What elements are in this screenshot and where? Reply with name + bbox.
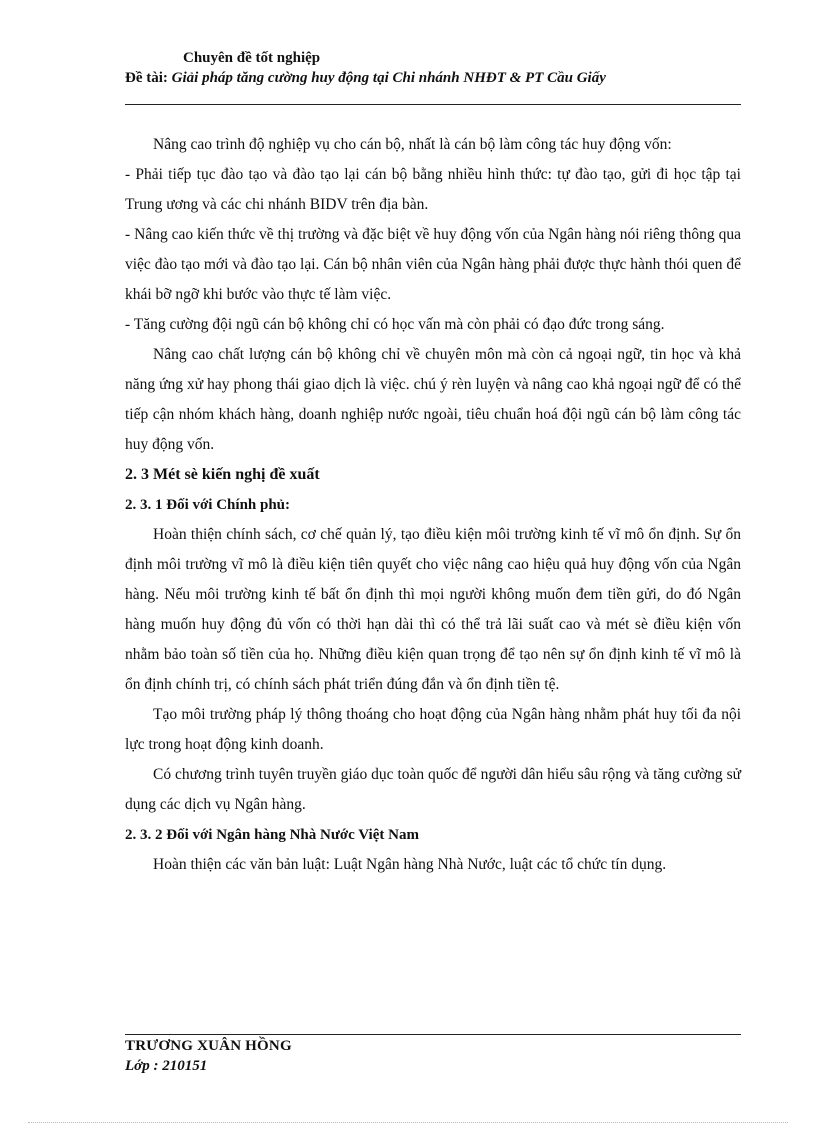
paragraph: Hoàn thiện chính sách, cơ chế quản lý, tạo điều kiện môi trường kinh tế vĩ mô ổn định. Sự ổn định môi trường vĩ mô là điều kiện tiên quyết cho việc nâng cao hiệu quả huy động vốn của Ngân hàng. Nếu môi trường kinh tế bất ổn định thì mọi người không muốn đem tiền gửi, do đó Ngân hàng muốn huy động đủ vốn có thời hạn dài thì có thể trả lãi suất cao và mét sè điều kiện vốn nhằm bảo toàn số tiền của họ. Những điều kiện quan trọng để tạo nên sự ổn định kinh tế vĩ mô là ổn định chính trị, có chính sách phát triển đúng đắn và ổn định tiền tệ. [125,526,741,693]
paragraph: Nâng cao chất lượng cán bộ không chỉ về chuyên môn mà còn cả ngoại ngữ, tin học và khả năng ứng xử hay phong thái giao dịch là việc. chú ý rèn luyện và nâng cao khả ngoại ngữ để có thể tiếp cận nhóm khách hàng, doanh nghiệp nước ngoài, tiêu chuẩn hoá đội ngũ cán bộ làm công tác huy động vốn. [125,346,741,453]
footer-divider [125,1034,741,1035]
bullet-paragraph: - Nâng cao kiến thức về thị trường và đặc biệt về huy động vốn của Ngân hàng nói riêng thông qua việc đào tạo mới và đào tạo lại. Cán bộ nhân viên của Ngân hàng phải được thực hành thói quen để khái bỡ ngỡ khi bước vào thực tế làm việc. [125,226,741,303]
topic-label: Đề tài: [125,70,168,86]
header-divider [125,104,741,105]
author-class: Lớp : 210151 [125,1058,208,1074]
paragraph: Tạo môi trường pháp lý thông thoáng cho hoạt động của Ngân hàng nhằm phát huy tối đa nội lực trong hoạt động kinh doanh. [125,706,741,753]
section-heading: 2. 3 Mét sè kiến nghị đề xuất [125,466,320,483]
subsection-heading: 2. 3. 1 Đối với Chính phủ: [125,497,291,513]
topic-title: Giải pháp tăng cường huy động tại Chi nhánh NHĐT & PT Cầu Giấy [171,70,606,86]
paragraph: Nâng cao trình độ nghiệp vụ cho cán bộ, nhất là cán bộ làm công tác huy động vốn: [153,136,672,153]
document-body [125,130,741,880]
bullet-paragraph: - Tăng cường đội ngũ cán bộ không chỉ có học vấn mà còn phải có đạo đức trong sáng. [125,316,665,333]
bullet-paragraph: - Phải tiếp tục đào tạo và đào tạo lại cán bộ bằng nhiều hình thức: tự đào tạo, gửi đi học tập tại Trung ương và các chi nhánh BIDV trên địa bàn. [125,166,741,213]
paragraph: Có chương trình tuyên truyền giáo dục toàn quốc để người dân hiểu sâu rộng và tăng cường sử dụng các dịch vụ Ngân hàng. [125,766,741,813]
header-title: Chuyên đề tốt nghiệp [183,50,321,66]
header-topic [125,70,606,87]
subsection-heading: 2. 3. 2 Đối với Ngân hàng Nhà Nước Việt Nam [125,827,419,843]
paragraph: Hoàn thiện các văn bản luật: Luật Ngân hàng Nhà Nước, luật các tổ chức tín dụng. [153,856,667,873]
author-name: TRƯƠNG XUÂN HỒNG [125,1038,292,1054]
